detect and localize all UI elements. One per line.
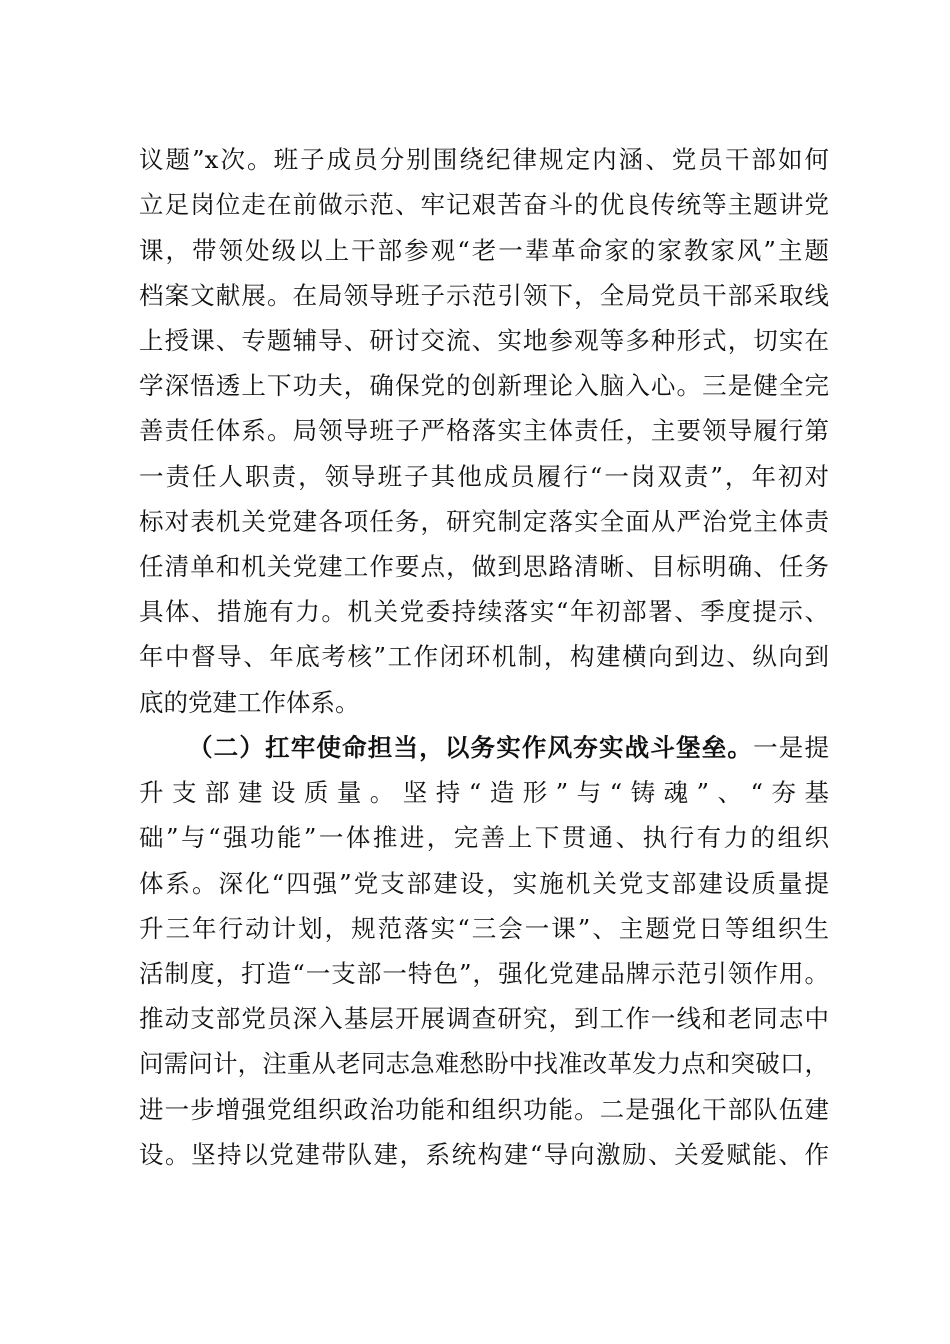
section-heading-line [188, 726, 829, 770]
body-text-line: 档案文献展。在局领导班子示范引领下，全局党员干部采取线 [139, 281, 829, 310]
body-text-line: 课，带领处级以上干部参观“老一辈革命家的家教家风”主题 [139, 236, 829, 265]
body-text-line: 年中督导、年底考核”工作闭环机制，构建横向到边、纵向到 [139, 642, 829, 671]
body-text-line: 升三年行动计划，规范落实“三会一课”、主题党日等组织生 [139, 914, 829, 943]
body-text-line: 体系。深化“四强”党支部建设，实施机关党支部建设质量提 [139, 869, 829, 898]
body-text-line: 具体、措施有力。机关党委持续落实“年初部署、季度提示、 [139, 597, 829, 626]
body-text-line: 设。坚持以党建带队建，系统构建“导向激励、关爱赋能、作 [139, 1140, 829, 1169]
body-text-line: 标对表机关党建各项任务，研究制定落实全面从严治党主体责 [139, 507, 829, 536]
body-text-line: 底的党建工作体系。 [139, 688, 360, 717]
section-heading: （二）扛牢使命担当，以务实作风夯实战斗堡垒。 [188, 733, 754, 762]
body-text-line: 立足岗位走在前做示范、牢记艰苦奋斗的优良传统等主题讲党 [139, 190, 829, 219]
body-text-line: 上授课、专题辅导、研讨交流、实地参观等多种形式，切实在 [139, 326, 829, 355]
body-text-line: 进一步增强党组织政治功能和组织功能。二是强化干部队伍建 [139, 1095, 829, 1124]
body-text-line: 升支部建设质量。坚持“造形”与“铸魂”、“夯基 [139, 778, 829, 807]
body-text-line: 学深悟透上下功夫，确保党的创新理论入脑入心。三是健全完 [139, 371, 829, 400]
body-text-line: 础”与“强功能”一体推进，完善上下贯通、执行有力的组织 [139, 823, 829, 852]
body-text-line: 善责任体系。局领导班子严格落实主体责任，主要领导履行第 [139, 416, 829, 445]
body-text-line: 活制度，打造“一支部一特色”，强化党建品牌示范引领作用。 [139, 959, 829, 988]
body-text-line: 推动支部党员深入基层开展调查研究，到工作一线和老同志中 [139, 1004, 829, 1033]
body-text-line: 议题”x次。班子成员分别围绕纪律规定内涵、党员干部如何 [139, 145, 829, 174]
body-text-line: 一责任人职责，领导班子其他成员履行“一岗双责”，年初对 [139, 462, 829, 491]
body-text-line: 问需问计，注重从老同志急难愁盼中找准改革发力点和突破口， [139, 1049, 829, 1078]
body-text-line: 任清单和机关党建工作要点，做到思路清晰、目标明确、任务 [139, 552, 829, 581]
body-text-inline: 一是提 [753, 733, 829, 762]
